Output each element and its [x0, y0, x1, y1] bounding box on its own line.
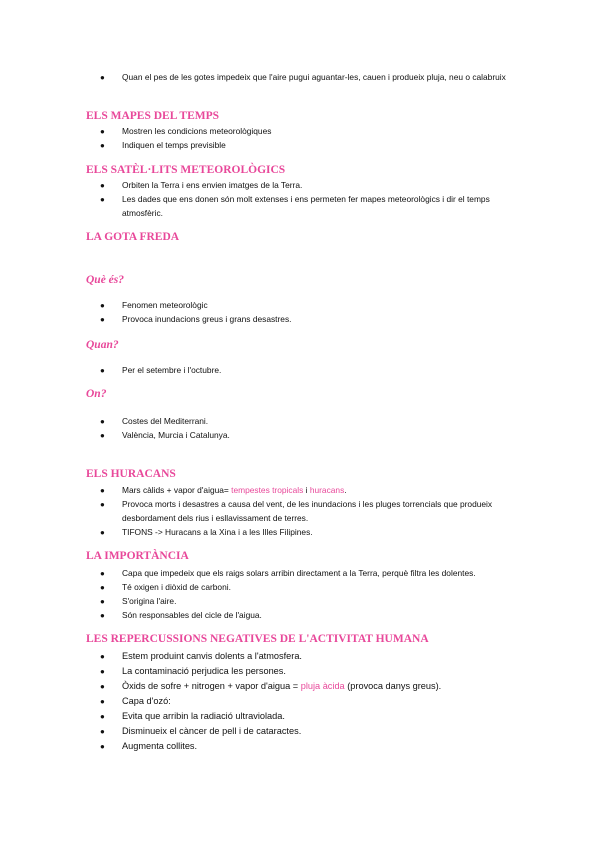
list-item-text: Quan el pes de les gotes impedeix que l'aire pugui aguantar-les, cauen i produeix pluja, neu o calabruix — [122, 72, 506, 82]
bullet-icon: ● — [100, 417, 105, 426]
highlight-huracans: huracans — [309, 485, 345, 495]
bullet-icon: ● — [100, 569, 105, 578]
section-title-satellits: ELS SATÈL·LITS METEOROLÒGICS — [86, 164, 286, 176]
bullet-icon: ● — [100, 181, 105, 190]
list-item-text: Orbiten la Terra i ens envien imatges de la Terra. — [122, 180, 303, 190]
bullet-icon: ● — [100, 697, 105, 706]
subtitle-quan: Quan? — [86, 339, 119, 351]
text-span: Mars càlids + vapor d'aigua= — [122, 485, 232, 495]
bullet-icon: ● — [100, 611, 105, 620]
list-item-text: Evita que arribin la radiació ultraviolada. — [122, 711, 285, 721]
bullet-icon: ● — [100, 366, 105, 375]
section-title-mapes: ELS MAPES DEL TEMPS — [86, 110, 220, 122]
list-item-text: Fenomen meteorològic — [122, 300, 208, 310]
list-item-text: Capa d'ozó: — [122, 696, 171, 706]
text-span: i — [303, 485, 310, 495]
highlight-pluja-acida: pluja àcida — [300, 681, 345, 691]
bullet-icon: ● — [100, 73, 105, 82]
subtitle-on: On? — [86, 388, 107, 400]
bullet-icon: ● — [100, 597, 105, 606]
bullet-icon: ● — [100, 141, 105, 150]
bullet-icon: ● — [100, 195, 105, 204]
bullet-icon: ● — [100, 301, 105, 310]
list-item-text: València, Murcia i Catalunya. — [122, 430, 230, 440]
bullet-icon: ● — [100, 712, 105, 721]
list-item-text: Indiquen el temps previsible — [122, 140, 226, 150]
list-item-text: Provoca inundacions greus i grans desastres. — [122, 314, 292, 324]
section-title-gota-freda: LA GOTA FREDA — [86, 231, 180, 243]
list-item-text: Té oxigen i diòxid de carboni. — [122, 582, 231, 592]
bullet-icon: ● — [100, 431, 105, 440]
list-item-text: TIFONS -> Huracans a la Xina i a les Illes Filipines. — [122, 527, 313, 537]
bullet-icon: ● — [100, 500, 105, 509]
list-item-text: Mostren les condicions meteorològiques — [122, 126, 272, 136]
list-item-text: Costes del Mediterrani. — [122, 416, 209, 426]
list-item-text: Estem produint canvis dolents a l'atmosfera. — [122, 651, 302, 661]
bullet-icon: ● — [100, 742, 105, 751]
list-item-text — [122, 680, 507, 694]
list-item-text: Disminueix el càncer de pell i de cataractes. — [122, 726, 302, 736]
highlight-tempestes: tempestes tropicals — [231, 485, 304, 495]
subtitle-que-es: Què és? — [86, 274, 125, 286]
list-item-text: Són responsables del cicle de l'aigua. — [122, 610, 262, 620]
list-item-text: Les dades que ens donen són molt extenses i ens permeten fer mapes meteorològics i dir el temps atmosfèric. — [122, 194, 490, 218]
bullet-icon: ● — [100, 727, 105, 736]
bullet-icon: ● — [100, 315, 105, 324]
list-item-text: Capa que impedeix que els raigs solars arribin directament a la Terra, perquè filtra les dolentes. — [122, 568, 476, 578]
list-item-text: Provoca morts i desastres a causa del vent, de les inundacions i les pluges torrencials que produeix desbordament dels rius i esllavissament de terres. — [122, 499, 493, 523]
list-item-text: S'origina l'aire. — [122, 596, 177, 606]
bullet-icon: ● — [100, 127, 105, 136]
section-title-repercussions: LES REPERCUSSIONS NEGATIVES DE L'ACTIVITAT HUMANA — [86, 633, 429, 645]
section-title-huracans: ELS HURACANS — [86, 468, 176, 480]
list-item-text: La contaminació perjudica les persones. — [122, 666, 286, 676]
list-item-text: Augmenta collites. — [122, 741, 198, 751]
text-span: Òxids de sofre + nitrogen + vapor d'aigua = — [122, 681, 301, 691]
bullet-icon: ● — [100, 682, 105, 691]
list-item-text — [122, 484, 507, 498]
list-item-text: Per el setembre i l'octubre. — [122, 365, 222, 375]
section-title-importancia: LA IMPORTÀNCIA — [86, 550, 189, 562]
bullet-icon: ● — [100, 652, 105, 661]
bullet-icon: ● — [100, 667, 105, 676]
bullet-icon: ● — [100, 583, 105, 592]
bullet-icon: ● — [100, 486, 105, 495]
text-span: . — [344, 485, 347, 495]
text-span: (provoca danys greus). — [344, 681, 442, 691]
bullet-icon: ● — [100, 528, 105, 537]
